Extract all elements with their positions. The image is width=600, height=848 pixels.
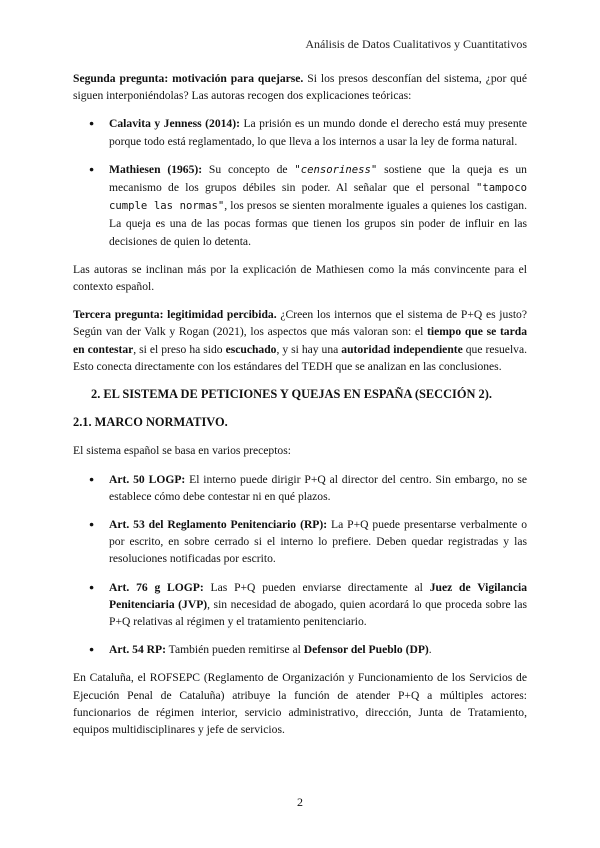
paragraph-conclusion: Las autoras se inclinan más por la explicación de Mathiesen como la más convincente para el contexto español.: [73, 262, 527, 294]
list-item-mathiesen: ● Mathiesen (1965): Su concepto de "censoriness" sostiene que la queja es un mecanismo de los grupos débiles sin poder. Al señalar que el personal "tampoco cumple las normas", los presos se sienten moralmente iguales a quienes los castigan. La queja es una de las pocas formas que tienen los grupos sin poder de influir en las decisiones de quien lo detenta.: [73, 161, 527, 250]
section-heading-2: 2. EL SISTEMA DE PETICIONES Y QUEJAS EN ESPAÑA (SECCIÓN 2).: [91, 387, 492, 402]
list-item-art50: ● Art. 50 LOGP: El interno puede dirigir P+Q al director del centro. Sin embargo, no se establece cómo debe contestar ni en qué plazos.: [73, 471, 527, 505]
subsection-heading-2-1: 2.1. MARCO NORMATIVO.: [73, 415, 228, 430]
precepts-list: [73, 471, 527, 659]
paragraph-second-question: Segunda pregunta: motivación para quejarse. Si los presos desconfían del sistema, ¿por qué siguen interponiéndolas? Las autoras recogen dos explicaciones teóricas:: [73, 72, 527, 103]
page-number: 2: [297, 795, 303, 809]
document-body: [73, 70, 527, 749]
list-item-calavita: ● Calavita y Jenness (2014): La prisión es un mundo donde el derecho está muy presente porque todo está reglamentado, lo que lleva a los internos a usar la ley de forma natural.: [73, 115, 527, 149]
theory-list: [73, 115, 527, 249]
paragraph-catalonia: En Cataluña, el ROFSEPC (Reglamento de Organización y Funcionamiento de los Servicios de Ejecución Penal de Cataluña) atribuye la función de atender P+Q a múltiples actores: funcionarios de régimen interior, servicio administrativo, dirección, Junta de Tratamiento, equipos multidisciplinares y jefe de servicios.: [73, 671, 527, 737]
list-item-art76: ● Art. 76 g LOGP: Las P+Q pueden enviarse directamente al Juez de Vigilancia Penitenciaria (JVP), sin necesidad de abogado, quien acordará lo que proceda sobre las P+Q relativas al régimen y el tratamiento penitenciario.: [73, 579, 527, 631]
paragraph-intro-precepts: El sistema español se basa en varios preceptos:: [73, 444, 291, 458]
running-header: Análisis de Datos Cualitativos y Cuantitativos: [305, 37, 527, 51]
list-item-art54: ● Art. 54 RP: También pueden remitirse al Defensor del Pueblo (DP).: [73, 641, 527, 658]
list-item-art53: ● Art. 53 del Reglamento Penitenciario (RP): La P+Q puede presentarse verbalmente o por escrito, en sobre cerrado si el interno lo prefiere. Deben quedar registradas y las resoluciones notificadas por escrito.: [73, 516, 527, 568]
paragraph-third-question: Tercera pregunta: legitimidad percibida. ¿Creen los internos que el sistema de P+Q es justo? Según van der Valk y Rogan (2021), los aspectos que más valoran son: el tiempo que se tarda en contestar, si el preso ha sido escuchado, y si hay una autoridad independiente que resuelva. Esto conecta directamente con los estándares del TEDH que se analizan en las conclusiones.: [73, 308, 528, 373]
